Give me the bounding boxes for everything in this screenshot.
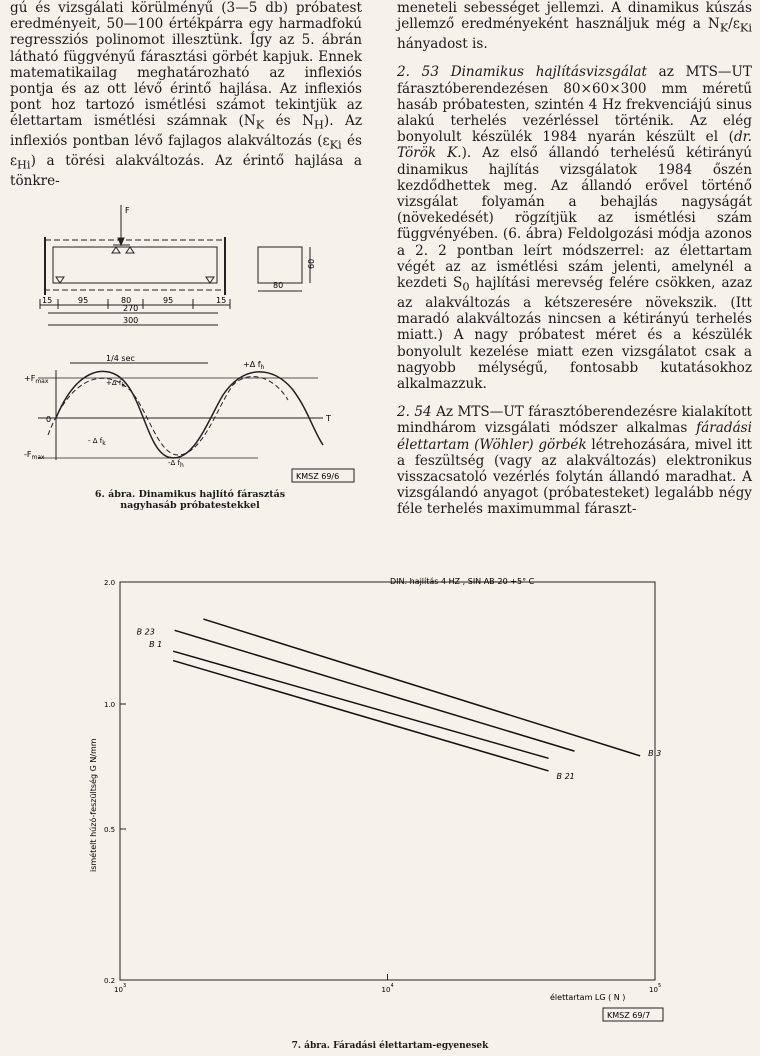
section-2-53: 2. 53 Dinamikus hajlításvizsgálat az MTS—UT fárasztóberendezésen 80×60×300 mm méretű hasáb próbatesten, szintén 4 Hz frekvenciájú sinus alakú terhelés vezérléssel történik. Az elég bonyolult készülék 1984 nyarán készült el (dr. Török K.). Az első állandó terhelésű kétirányú dinamikus hajlítás vizsgálatok 1984 őszén kezdődhettek meg. Az állandó erővel történő vizsgálat folyamán a behajlás nagyságát (növekedését) rögzítjük az ismétlési szám függvényében. (6. ábra) Feldolgozási módja azonos a 2. 2 pontban leírt módszerrel: az élettartam végét az az ismétlési szám jelenti, amelynél a kezdeti $S_0$ hajlítási merevség felére csökken, azaz az alakváltozás a kétszeresére növekszik. (Itt maradó alakváltozás nincsen a kétirányú terhelés miatt.) A nagy próbatest méret és a készülék bonyolult kezelése miatt ezen vizsgálatot csak a nagyobb mélységű, fontosabb kutatásokhoz alkalmazzuk. xyxy=(397,64,753,392)
fmax-pos: $+F_{max}$ xyxy=(24,374,49,385)
x-tick-label: 10 xyxy=(114,986,123,994)
body-paragraph: gú és vizsgálati körülményű (3—5 db) próbatest eredményeit, 50—100 értékpárra egy harmadfokú regressziós polinomot illesztünk. Így az 5. ábrán látható függvényű fárasztási görbét kapjuk. Ennek matematikailag meghatározható az inflexiós pontja és az ott lévő érintő hajlása. Az inflexiós pont hoz tartozó ismétlési számot tekintjük az élettartam ismétlési számnak ($N_K$ és $N_H$). Az inflexiós pontban lévő fajlagos alakváltozás ($\varepsilon_{Ki}$ és $\varepsilon_{Hi}$) a törési alakváltozás. Az érintő hajlása a tönkre- xyxy=(10,0,362,190)
series-label: B 3 xyxy=(648,748,662,758)
figure-6-caption: 6. ábra. Dinamikus hajlító fárasztás nagyhasáb próbatestekkel xyxy=(94,489,286,511)
left-column xyxy=(10,0,362,189)
series-line-b1 xyxy=(173,651,548,758)
dim-width: 80 xyxy=(273,281,284,290)
series-line-b21 xyxy=(173,661,548,771)
delta-fh-neg: -Δ fh xyxy=(168,459,184,469)
stamp-text: KMSZ 69/7 xyxy=(607,1011,651,1020)
y-tick-label: 2.0 xyxy=(104,579,116,587)
stamp-text: KMSZ 69/6 xyxy=(296,472,340,481)
y-tick-label: 0.2 xyxy=(104,977,116,985)
sine-waveform xyxy=(38,363,323,460)
series-label: B 23 xyxy=(136,627,155,637)
fmax-neg: $-F_{max}$ xyxy=(24,450,45,461)
svg-text:95: 95 xyxy=(163,296,174,305)
chart-header: DIN. hajlítás 4 HZ , SIN AB-20 +5° C xyxy=(390,577,535,586)
chart-series xyxy=(137,619,662,781)
zero-label: 0 xyxy=(46,415,52,424)
svg-text:80: 80 xyxy=(121,296,132,305)
plot-border xyxy=(120,582,655,980)
dim-270: 270 xyxy=(123,304,139,313)
x-tick-label: 10 xyxy=(649,986,658,994)
y-tick-label: 0.5 xyxy=(104,826,116,834)
y-tick-label: 1.0 xyxy=(104,701,116,709)
series-label: B 21 xyxy=(556,771,575,781)
dim-300: 300 xyxy=(123,316,139,325)
support-icon xyxy=(126,247,134,253)
svg-text:15: 15 xyxy=(42,296,53,305)
section-title: Dinamikus hajlításvizsgálat xyxy=(450,64,647,81)
svg-text:95: 95 xyxy=(78,296,89,305)
delta-fh-pos: +Δ $f_h$ xyxy=(243,360,265,371)
dim-height: 60 xyxy=(307,258,316,269)
svg-text:15: 15 xyxy=(216,296,227,305)
right-column xyxy=(397,0,752,518)
support-icon xyxy=(206,277,214,283)
t-axis-label: T xyxy=(326,414,331,423)
figure-7-caption: 7. ábra. Fáradási élettartam-egyenesek xyxy=(291,1041,489,1051)
figure-6-diagram xyxy=(18,205,363,495)
force-label: F xyxy=(125,206,130,215)
x-axis-label: élettartam LG ( N ) xyxy=(550,993,626,1002)
arrow-head xyxy=(118,238,124,245)
x-tick-exponent: 5 xyxy=(658,983,662,989)
cross-section xyxy=(258,247,302,283)
beam-body xyxy=(53,247,217,283)
body-paragraph: meneteli sebességet jellemzi. A dinamikus kúszás jellemző eredményeként használjuk még a $N_K/\varepsilon_{Ki}$ hányadost is. xyxy=(397,0,752,53)
x-tick-exponent: 4 xyxy=(390,983,394,989)
x-tick-exponent: 3 xyxy=(123,983,127,989)
delta-fk-pos: +Δ fk xyxy=(106,379,125,389)
series-line-b3 xyxy=(203,619,640,756)
period-label: 1/4 sec xyxy=(106,354,135,363)
beam-drawing xyxy=(40,205,310,325)
series-label: B 1 xyxy=(149,640,163,650)
chart-frame xyxy=(104,579,661,994)
figure-7-chart xyxy=(80,572,680,1032)
series-line-b23 xyxy=(175,630,575,751)
section-2-54: 2. 54 Az MTS—UT fárasztóberendezésre kialakított mindhárom vizsgálati módszer alkalmas fáradási élettartam (Wöhler) görbék létrehozására, mivel itt a feszültség (vagy az alakváltozás) elektronikus visszacsatoló vezérlés folytán állandó maradhat. A vizsgálandó anyagot (próbatesteket) legalább négy féle terhelés maximummal fáraszt- xyxy=(397,404,752,518)
support-icon xyxy=(56,277,64,283)
delta-fk-neg: - Δ fk xyxy=(88,437,106,447)
support-icon xyxy=(112,247,120,253)
x-tick-label: 10 xyxy=(381,986,391,994)
y-axis-label: ismételt húzó-feszültség G N/mm xyxy=(89,738,98,872)
